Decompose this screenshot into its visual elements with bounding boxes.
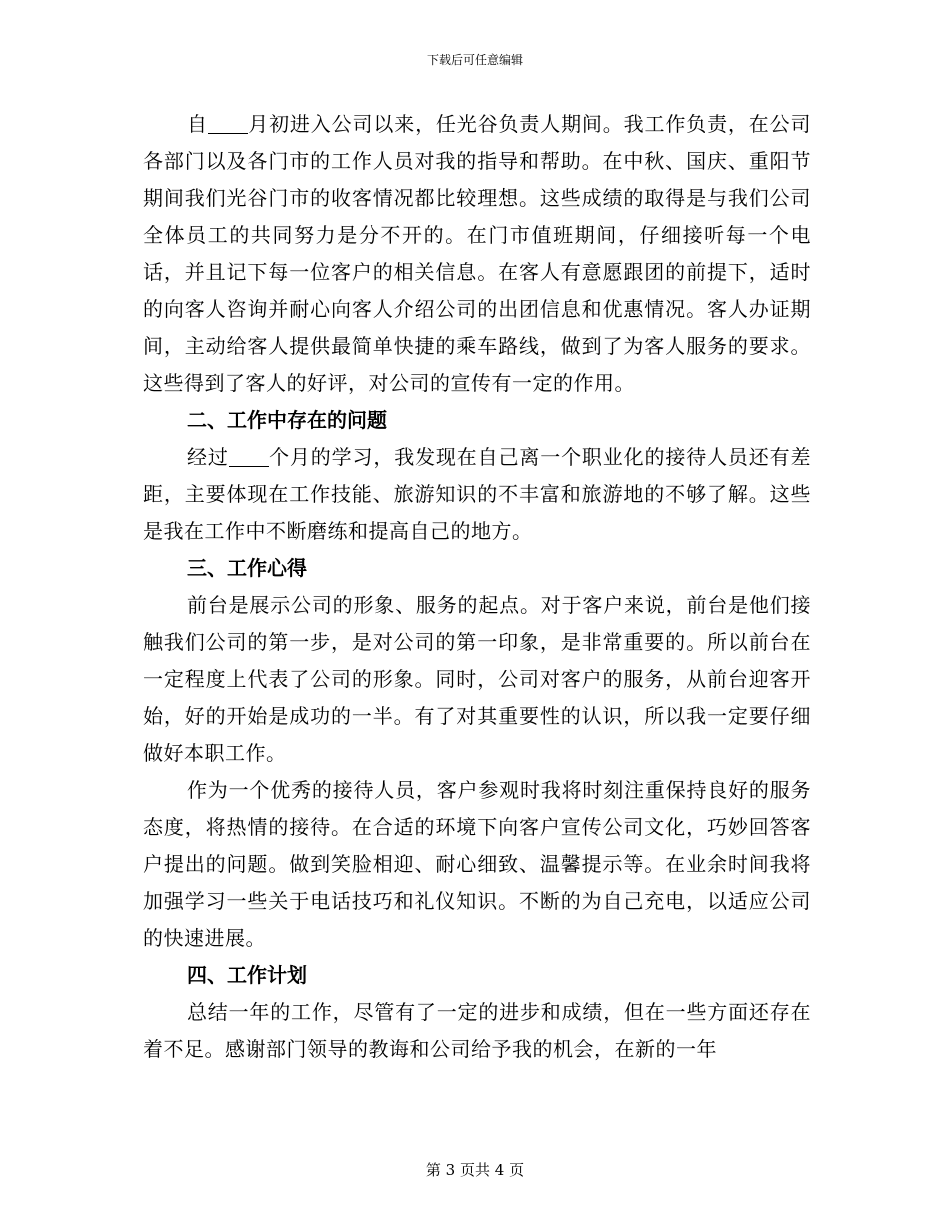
section-heading-plan: 四、工作计划 xyxy=(187,963,307,987)
paragraph-experience-2: 作为一个优秀的接待人员，客户参观时我将时刻注重保持良好的服务态度，将热情的接待。在合适的环境下向客户宣传公司文化，巧妙回答客户提出的问题。做到笑脸相迎、耐心细致、温馨提示等。在业余时间我将加强学习一些关于电话技巧和礼仪知识。不断的为自己充电，以适应公司的快速进展。 xyxy=(143,778,811,950)
section-heading-problems: 二、工作中存在的问题 xyxy=(187,408,387,432)
paragraph-problems-start: 经过 xyxy=(187,445,229,469)
paragraph-problems-rest: 个月的学习，我发现在自己离一个职业化的接待人员还有差距，主要体现在工作技能、旅游知识的不丰富和旅游地的不够了解。这些是我在工作中不断磨练和提高自己的地方。 xyxy=(143,445,812,543)
paragraph-intro-rest: 月初进入公司以来，任光谷负责人期间。我工作负责，在公司各部门以及各门市的工作人员对我的指导和帮助。在中秋、国庆、重阳节期间我们光谷门市的收客情况都比较理想。这些成绩的取得是与我们公司全体员工的共同努力是分不开的。在门市值班期间，仔细接听每一个电话，并且记下每一位客户的相关信息。在客人有意愿跟团的前提下，适时的向客人咨询并耐心向客人介绍公司的出团信息和优惠情况。客人办证期间，主动给客人提供最简单快捷的乘车路线，做到了为客人服务的要求。这些得到了客人的好评，对公司的宣传有一定的作用。 xyxy=(143,112,812,395)
paragraph-intro xyxy=(143,106,811,402)
page-header: 下载后可任意编辑 xyxy=(426,53,523,67)
paragraph-problems xyxy=(143,439,811,550)
fill-in-blank xyxy=(229,446,269,467)
paragraph-intro-start: 自 xyxy=(187,112,208,136)
page-footer: 第 3 页共 4 页 xyxy=(425,1161,525,1179)
paragraph-plan: 总结一年的工作，尽管有了一定的进步和成绩，但在一些方面还存在着不足。感谢部门领导的教诲和公司给予我的机会，在新的一年 xyxy=(143,1000,811,1061)
section-heading-experience: 三、工作心得 xyxy=(187,556,307,580)
fill-in-blank xyxy=(208,113,248,134)
document-body xyxy=(143,106,811,1068)
paragraph-experience-1: 前台是展示公司的形象、服务的起点。对于客户来说，前台是他们接触我们公司的第一步，是对公司的第一印象，是非常重要的。所以前台在一定程度上代表了公司的形象。同时，公司对客户的服务，从前台迎客开始，好的开始是成功的一半。有了对其重要性的认识，所以我一定要仔细做好本职工作。 xyxy=(143,593,811,765)
